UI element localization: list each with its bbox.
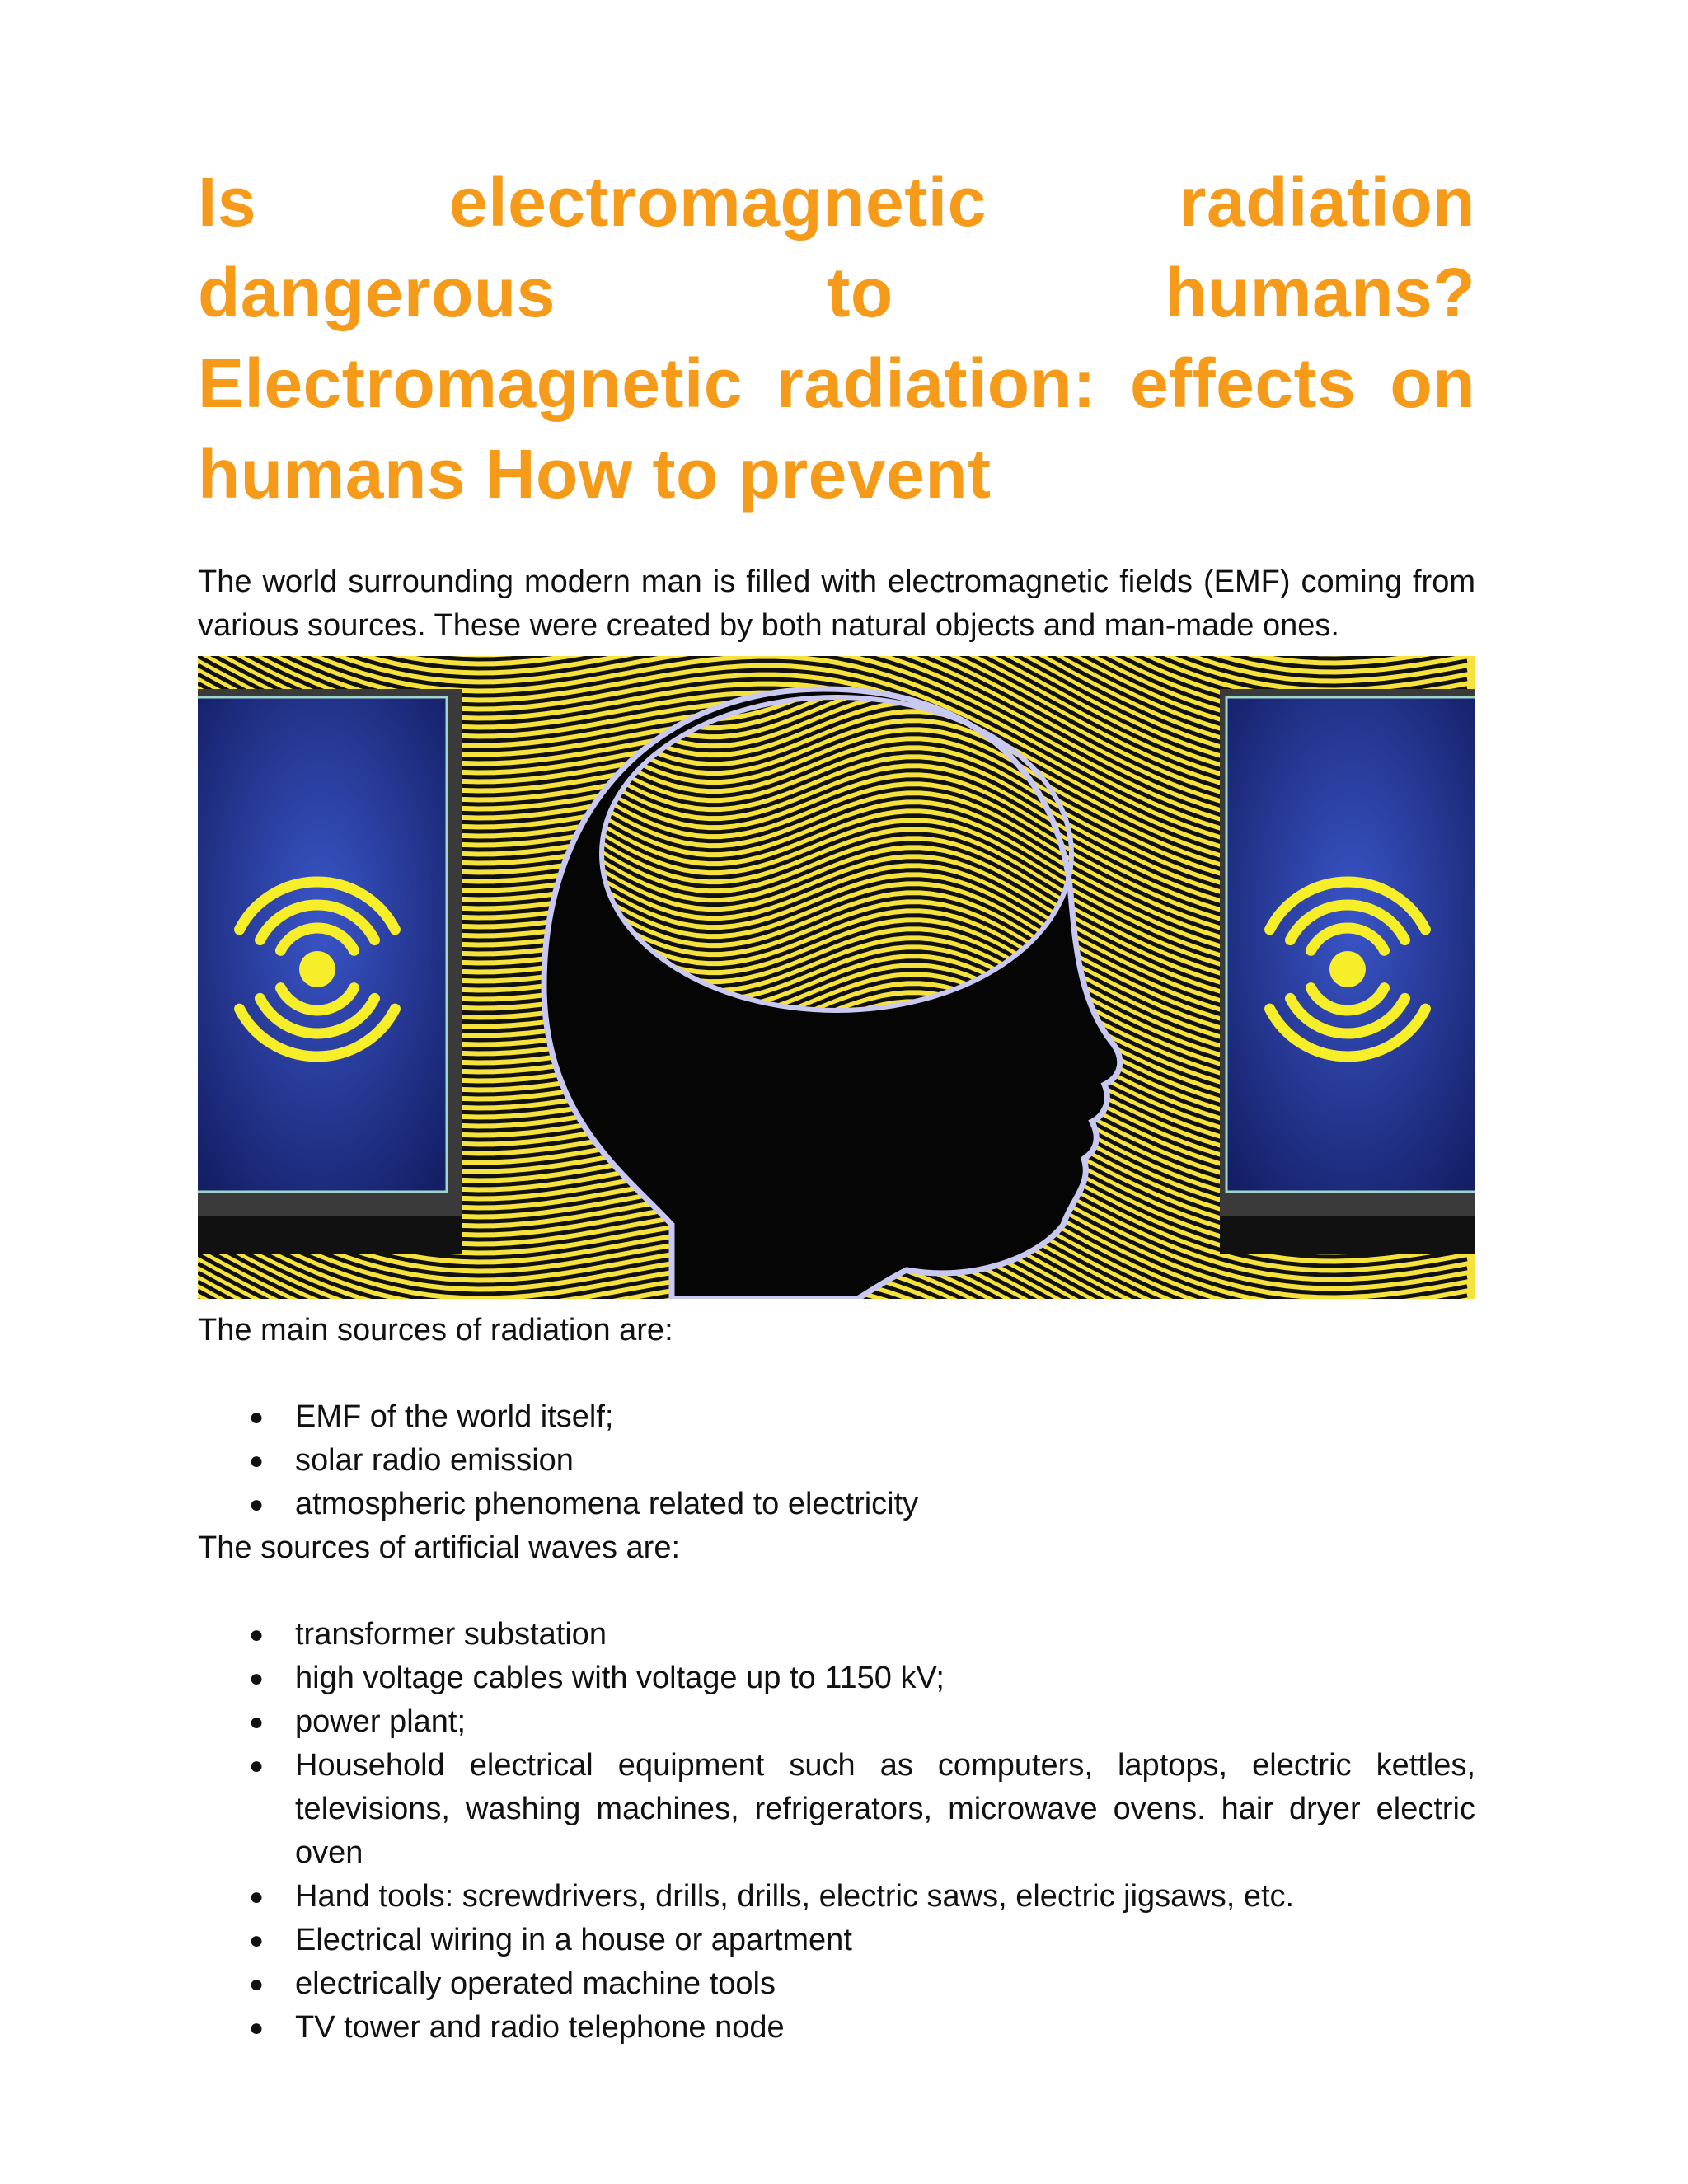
bullet-icon: ● <box>249 1927 265 1954</box>
bullet-icon: ● <box>249 1447 265 1474</box>
document-content <box>198 157 1475 2050</box>
emf-illustration <box>198 656 1475 1299</box>
list-item: ● EMF of the world itself; <box>198 1395 1475 1439</box>
natural-sources-list <box>198 1395 1475 1526</box>
page-title: Is electromagnetic radiation dangerous to humans? Electromagnetic radiation: effects on humans How to prevent <box>198 163 1475 513</box>
artificial-sources-heading: The sources of artificial waves are: <box>198 1530 681 1565</box>
list-item: ● high voltage cables with voltage up to 1150 kV; <box>198 1657 1475 1700</box>
list-item: ● atmospheric phenomena related to electricity <box>198 1483 1475 1526</box>
bullet-icon: ● <box>249 1665 265 1692</box>
list-item: ● electrically operated machine tools <box>198 1962 1475 2006</box>
bullet-icon: ● <box>249 2014 265 2041</box>
intro-paragraph: The world surrounding modern man is filled with electromagnetic fields (EMF) coming from various sources. These were created by both natural objects and man-made ones. <box>198 565 1475 643</box>
right-monitor <box>1220 689 1475 1254</box>
list-item: ● Hand tools: screwdrivers, drills, drills, electric saws, electric jigsaws, etc. <box>198 1875 1475 1919</box>
bullet-icon: ● <box>249 1491 265 1518</box>
bullet-icon: ● <box>249 1752 265 1779</box>
list-item: ● power plant; <box>198 1700 1475 1744</box>
list-item: ● Household electrical equipment such as computers, laptops, electric kettles, televisions, washing machines, refrigerators, microwave ovens. hair dryer electric oven <box>198 1744 1475 1875</box>
bullet-icon: ● <box>249 1404 265 1431</box>
list-item: ● solar radio emission <box>198 1439 1475 1483</box>
bullet-icon: ● <box>249 1883 265 1910</box>
left-monitor <box>198 689 462 1254</box>
list-item: ● Electrical wiring in a house or apartment <box>198 1919 1475 1962</box>
bullet-icon: ● <box>249 1621 265 1648</box>
artificial-sources-list <box>198 1613 1475 2050</box>
emf-illustration-svg <box>198 656 1475 1299</box>
bullet-icon: ● <box>249 1708 265 1736</box>
list-item: ● TV tower and radio telephone node <box>198 2006 1475 2050</box>
natural-sources-heading: The main sources of radiation are: <box>198 1313 673 1347</box>
bullet-icon: ● <box>249 1971 265 1998</box>
list-item: ● transformer substation <box>198 1613 1475 1657</box>
